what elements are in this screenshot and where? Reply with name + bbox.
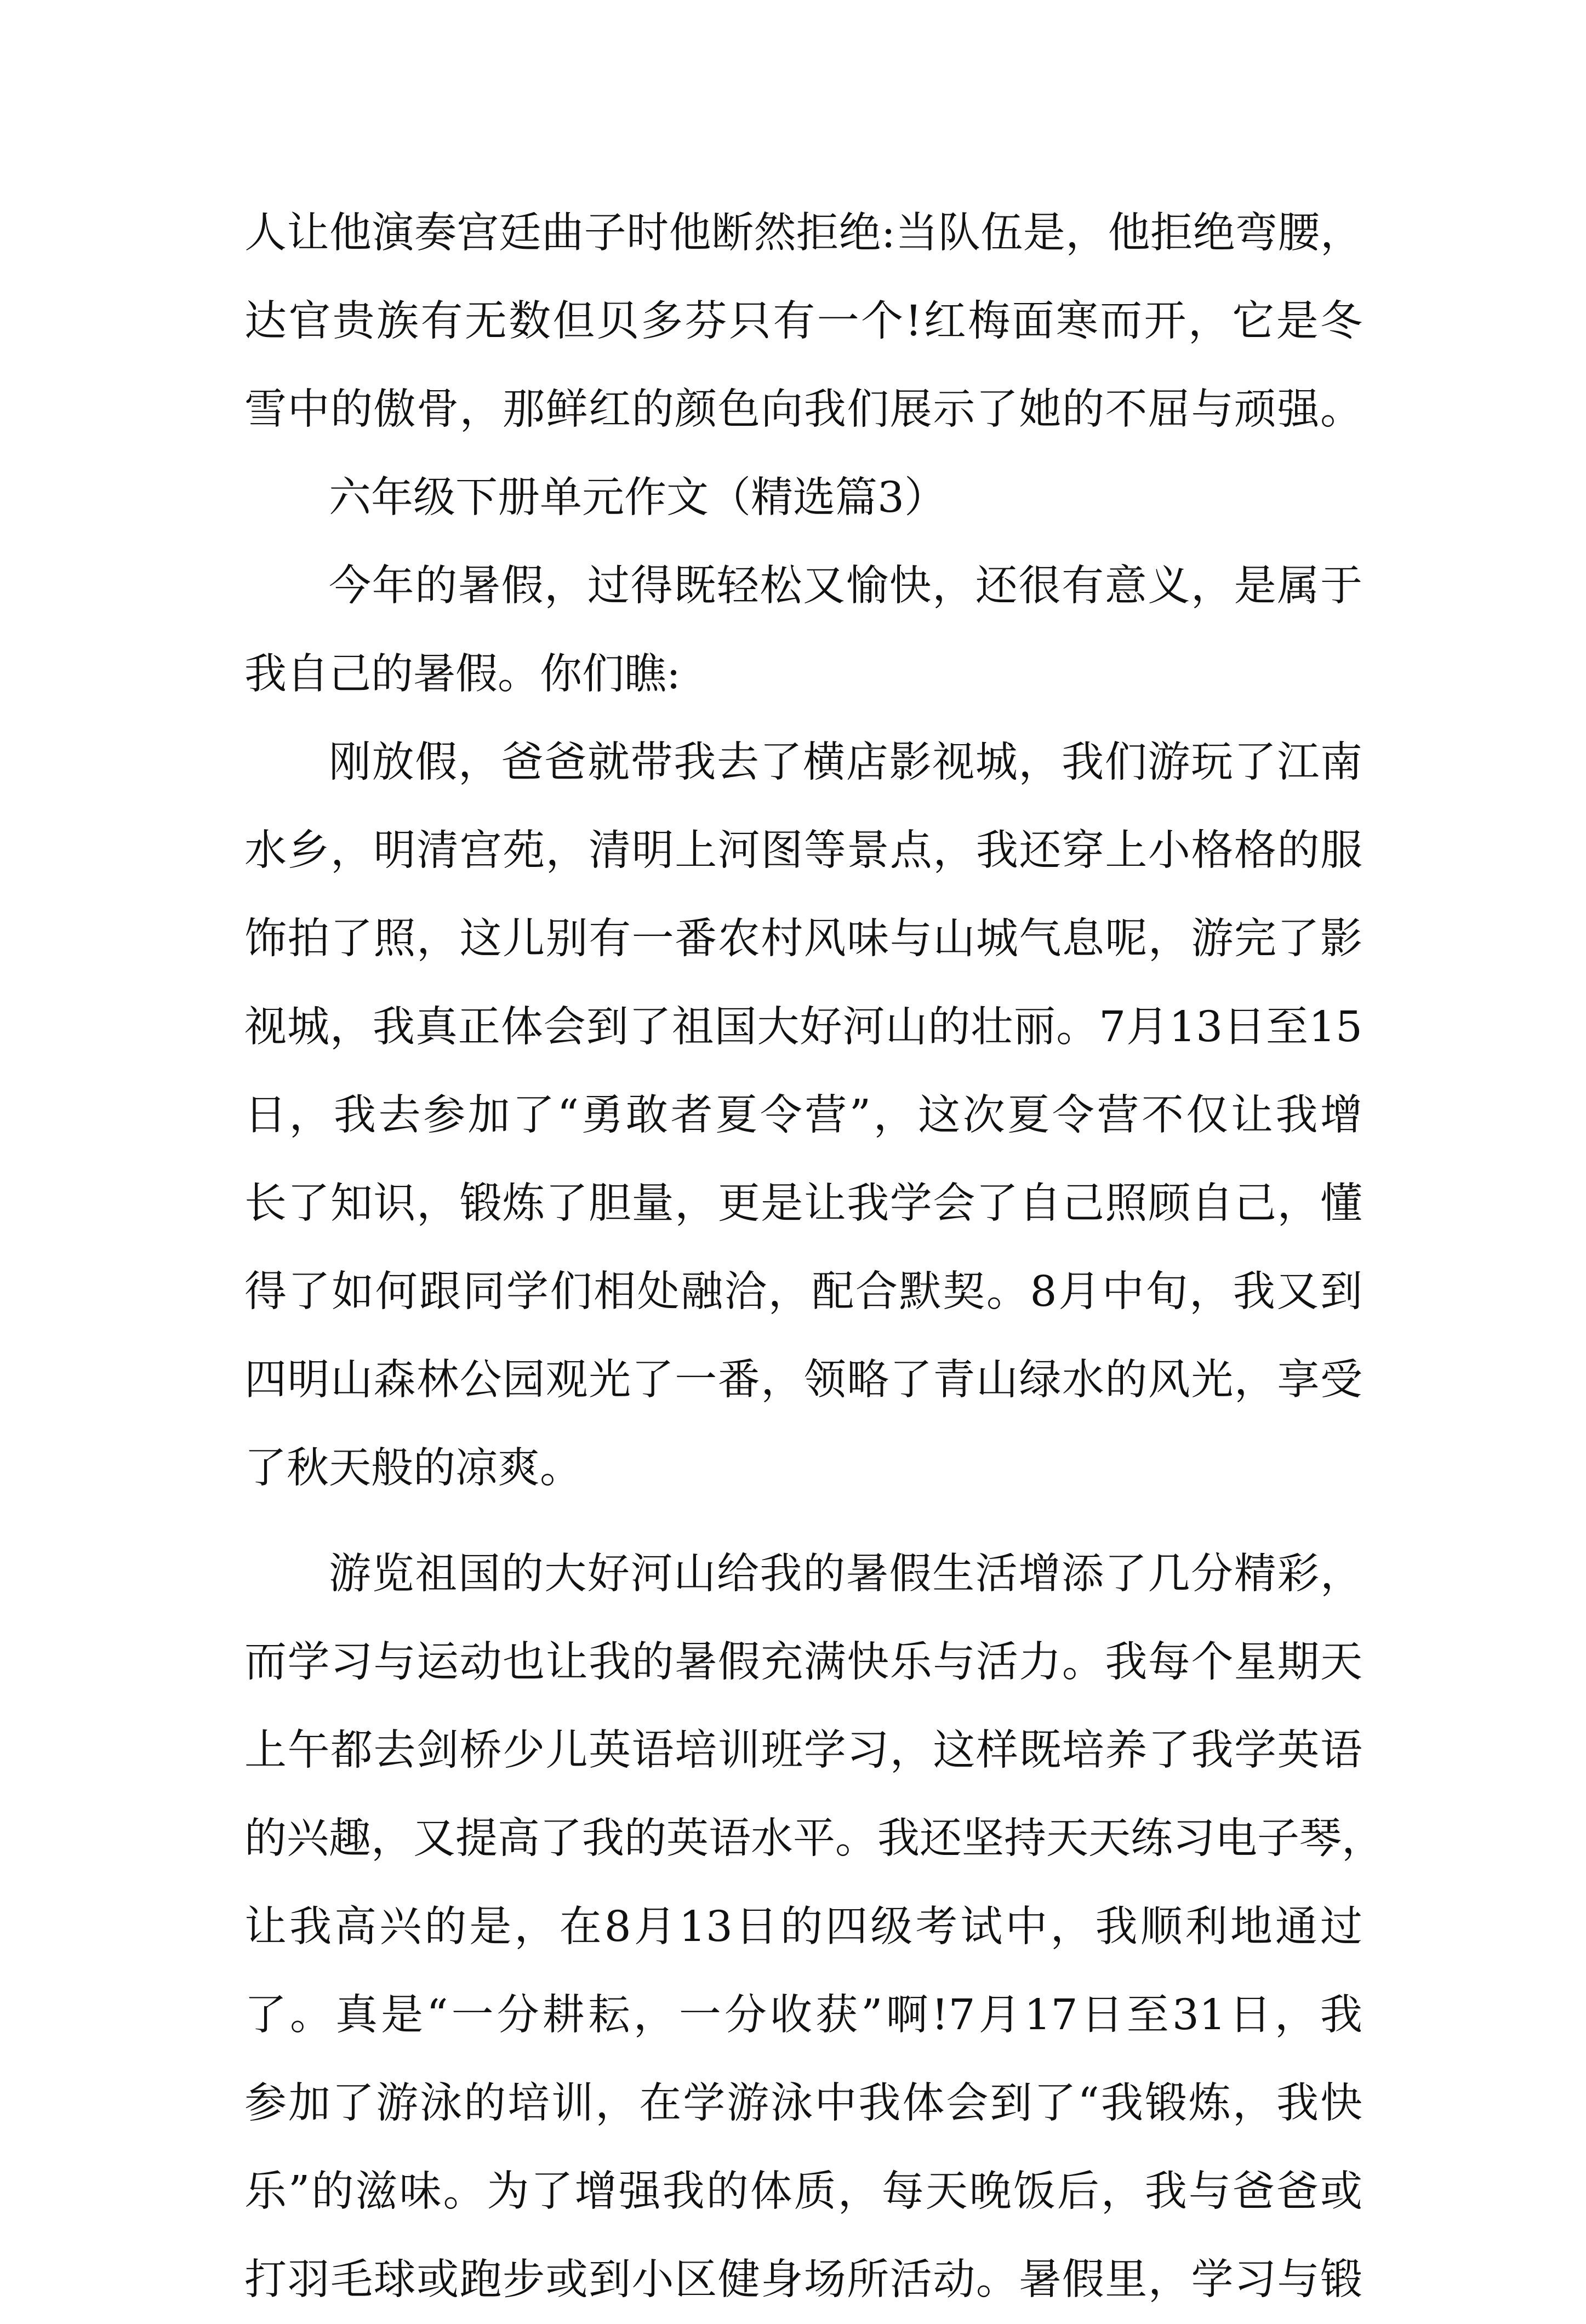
text-line: 游览祖国的大好河山给我的暑假生活增添了几分精彩， bbox=[329, 1550, 1362, 1598]
text-line: 达官贵族有无数但贝多芬只有一个!红梅面寒而开，它是冬 bbox=[244, 297, 1362, 346]
text-line: 得了如何跟同学们相处融洽，配合默契。8月中旬，我又到 bbox=[244, 1267, 1362, 1316]
text-line: 打羽毛球或跑步或到小区健身场所活动。暑假里，学习与锻 bbox=[244, 2256, 1362, 2304]
text-line: 日，我去参加了“勇敢者夏令营”，这次夏令营不仅让我增 bbox=[244, 1091, 1362, 1140]
text-line: 让我高兴的是，在8月13日的四级考试中，我顺利地通过 bbox=[244, 1903, 1362, 1951]
text-line: 了。真是“一分耕耘，一分收获”啊!7月17日至31日，我 bbox=[244, 1991, 1362, 2040]
section-heading: 六年级下册单元作文（精选篇3） bbox=[329, 473, 946, 522]
text-line: 上午都去剑桥少儿英语培训班学习，这样既培养了我学英语 bbox=[244, 1726, 1362, 1775]
text-line: 人让他演奏宫廷曲子时他断然拒绝:当队伍是，他拒绝弯腰， bbox=[244, 209, 1362, 258]
text-line: 长了知识，锻炼了胆量，更是让我学会了自己照顾自己，懂 bbox=[244, 1179, 1362, 1228]
text-line: 的兴趣，又提高了我的英语水平。我还坚持天天练习电子琴， bbox=[244, 1814, 1384, 1863]
text-line: 参加了游泳的培训，在学游泳中我体会到了“我锻炼，我快 bbox=[244, 2079, 1362, 2128]
text-line: 而学习与运动也让我的暑假充满快乐与活力。我每个星期天 bbox=[244, 1638, 1362, 1687]
text-line: 我自己的暑假。你们瞧: bbox=[244, 650, 681, 699]
text-line: 水乡，明清宫苑，清明上河图等景点，我还穿上小格格的服 bbox=[244, 826, 1362, 875]
text-line: 饰拍了照，这儿别有一番农村风味与山城气息呢，游完了影 bbox=[244, 915, 1362, 963]
text-line: 雪中的傲骨，那鲜红的颜色向我们展示了她的不屈与顽强。 bbox=[244, 385, 1362, 434]
text-line: 四明山森林公园观光了一番，领略了青山绿水的风光，享受 bbox=[244, 1356, 1362, 1404]
paragraph-gap bbox=[244, 1512, 1362, 1530]
text-line: 视城，我真正体会到了祖国大好河山的壮丽。7月13日至15 bbox=[244, 1003, 1362, 1052]
text-line: 乐”的滋味。为了增强我的体质，每天晚饭后，我与爸爸或 bbox=[244, 2167, 1362, 2216]
text-line: 刚放假，爸爸就带我去了横店影视城，我们游玩了江南 bbox=[329, 738, 1362, 787]
text-line: 了秋天般的凉爽。 bbox=[244, 1444, 582, 1493]
document-body bbox=[244, 189, 1384, 2324]
text-line: 今年的暑假，过得既轻松又愉快，还很有意义，是属于 bbox=[329, 562, 1362, 610]
